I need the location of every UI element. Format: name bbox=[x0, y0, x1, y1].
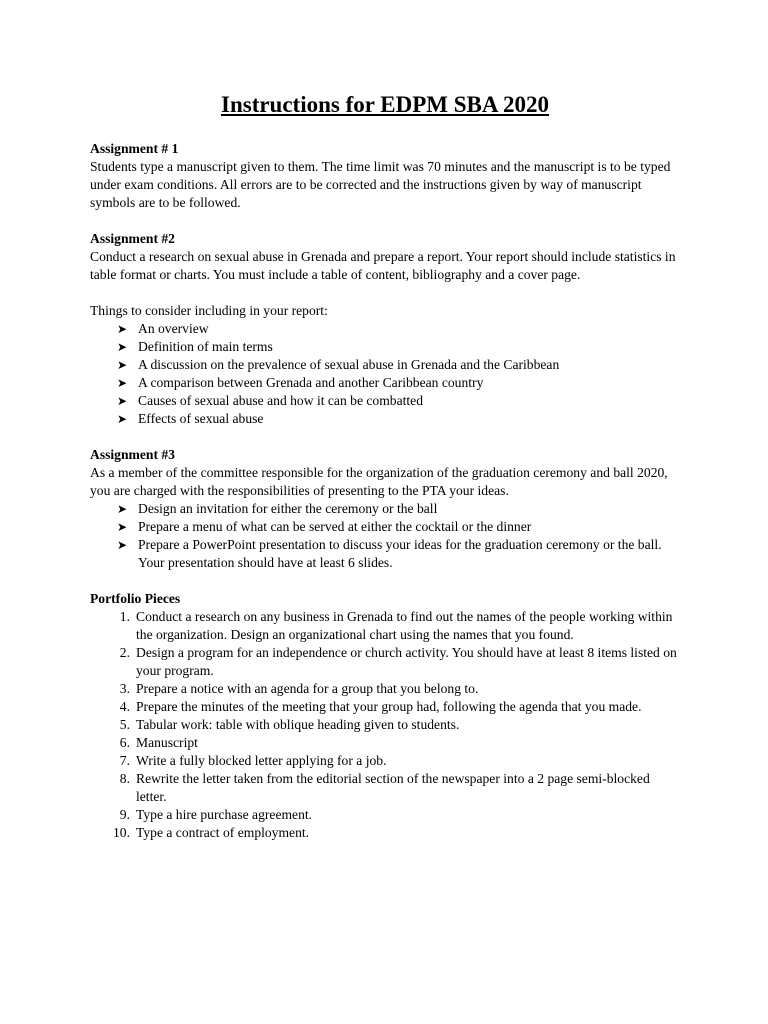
arrow-bullet-icon: ➤ bbox=[117, 502, 128, 516]
assignment-1-heading: Assignment # 1 bbox=[90, 141, 179, 156]
list-item: 6. Manuscript bbox=[119, 735, 198, 750]
assignment-1-section bbox=[90, 140, 680, 212]
document-title: Instructions for EDPM SBA 2020 bbox=[221, 92, 549, 117]
portfolio-list bbox=[90, 608, 680, 842]
portfolio-heading: Portfolio Pieces bbox=[90, 591, 181, 606]
assignment-3-section bbox=[90, 446, 680, 572]
arrow-bullet-icon: ➤ bbox=[117, 412, 128, 426]
list-item: ➤ Causes of sexual abuse and how it can be combatted bbox=[117, 393, 424, 408]
list-item: 10. Type a contract of employment. bbox=[113, 825, 310, 840]
arrow-bullet-icon: ➤ bbox=[117, 358, 128, 372]
assignment-2-heading: Assignment #2 bbox=[90, 231, 175, 246]
list-item: 8. Rewrite the letter taken from the editorial section of the newspaper into a 2 page semi-blocked letter. bbox=[119, 771, 650, 804]
assignment-2-text: Conduct a research on sexual abuse in Grenada and prepare a report. Your report should include statistics in table format or charts. You must include a table of content, bibliography and a cover page. bbox=[90, 249, 676, 282]
arrow-bullet-icon: ➤ bbox=[117, 376, 128, 390]
assignment-3-list bbox=[90, 500, 680, 572]
list-item: 9. Type a hire purchase agreement. bbox=[119, 807, 313, 822]
arrow-bullet-icon: ➤ bbox=[117, 340, 128, 354]
list-item: ➤ Effects of sexual abuse bbox=[117, 411, 264, 426]
list-item: 2. Design a program for an independence or church activity. You should have at least 8 items listed on your program. bbox=[119, 645, 677, 678]
list-item: ➤ Prepare a PowerPoint presentation to discuss your ideas for the graduation ceremony or the ball. Your presentation should have at least 6 slides. bbox=[117, 537, 662, 570]
list-item: 1. Conduct a research on any business in Grenada to find out the names of the people working within the organization. Design an organizational chart using the names that you found. bbox=[119, 609, 673, 642]
assignment-3-text: As a member of the committee responsible for the organization of the graduation ceremony and ball 2020, you are charged with the responsibilities of presenting to the PTA your ideas. bbox=[90, 465, 668, 498]
assignment-2-intro: Things to consider including in your report: bbox=[90, 303, 328, 318]
list-item: ➤ A comparison between Grenada and another Caribbean country bbox=[117, 375, 484, 390]
assignment-3-heading: Assignment #3 bbox=[90, 447, 175, 462]
list-item: 5. Tabular work: table with oblique heading given to students. bbox=[119, 717, 460, 732]
list-item: 7. Write a fully blocked letter applying for a job. bbox=[119, 753, 387, 768]
assignment-2-list bbox=[90, 320, 680, 428]
portfolio-section bbox=[90, 590, 680, 842]
list-item: ➤ Definition of main terms bbox=[117, 339, 273, 354]
document-page bbox=[90, 90, 680, 860]
assignment-2-section bbox=[90, 230, 680, 428]
list-item: ➤ Design an invitation for either the ceremony or the ball bbox=[117, 501, 438, 516]
list-item: ➤ Prepare a menu of what can be served at either the cocktail or the dinner bbox=[117, 519, 532, 534]
list-item: 4. Prepare the minutes of the meeting that your group had, following the agenda that you made. bbox=[119, 699, 642, 714]
arrow-bullet-icon: ➤ bbox=[117, 520, 128, 534]
arrow-bullet-icon: ➤ bbox=[117, 538, 128, 552]
assignment-1-text: Students type a manuscript given to them. The time limit was 70 minutes and the manuscript is to be typed under exam conditions. All errors are to be corrected and the instructions given by way of manuscript symbols are to be followed. bbox=[90, 159, 671, 210]
list-item: 3. Prepare a notice with an agenda for a group that you belong to. bbox=[119, 681, 479, 696]
arrow-bullet-icon: ➤ bbox=[117, 394, 128, 408]
list-item: ➤ An overview bbox=[117, 321, 209, 336]
arrow-bullet-icon: ➤ bbox=[117, 322, 128, 336]
list-item: ➤ A discussion on the prevalence of sexual abuse in Grenada and the Caribbean bbox=[117, 357, 560, 372]
